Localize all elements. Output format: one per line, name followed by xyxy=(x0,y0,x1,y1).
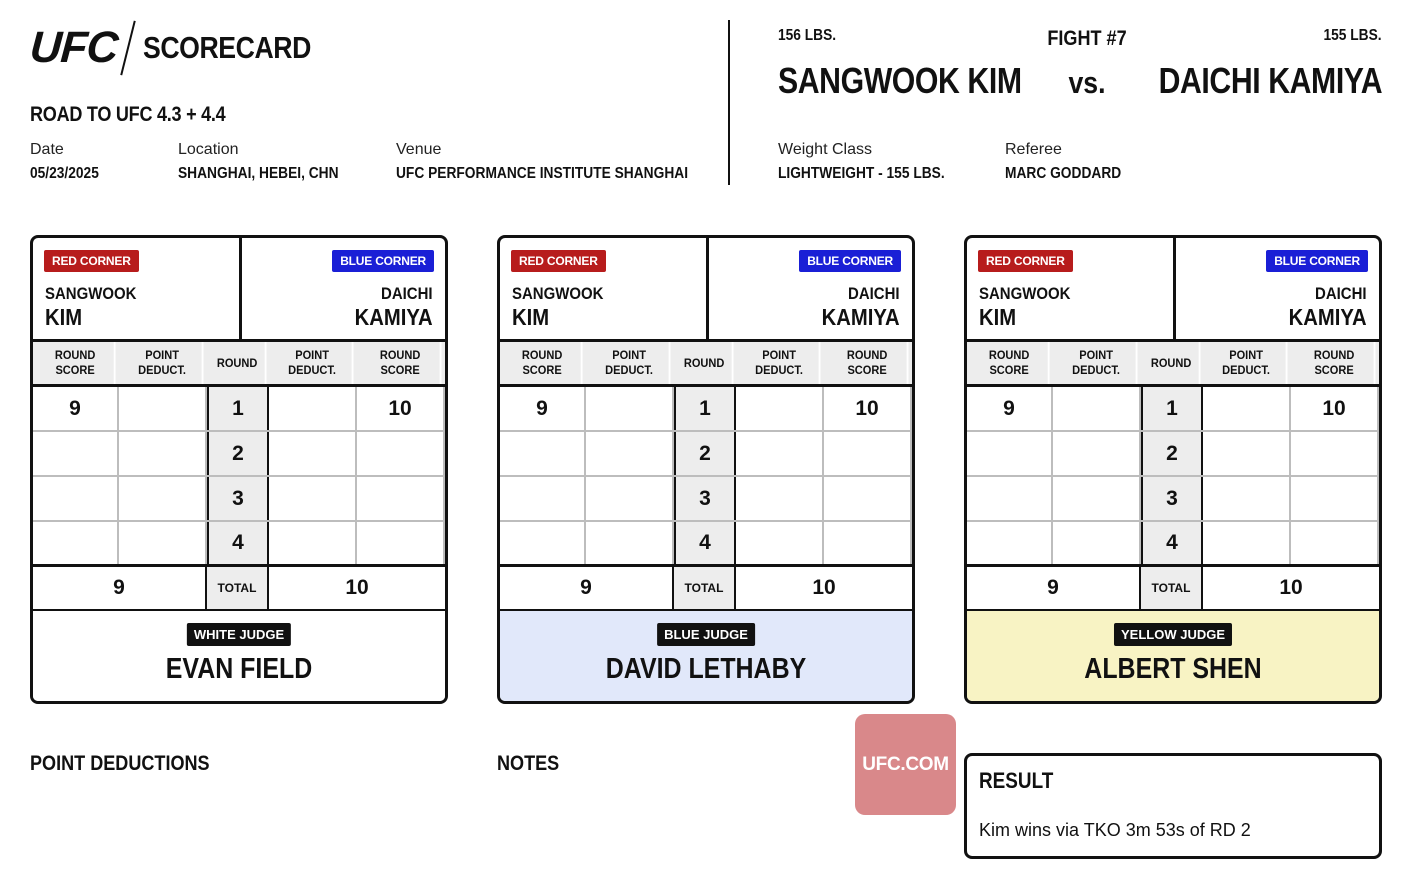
round-rows xyxy=(500,387,912,567)
blue-point-deduction xyxy=(1203,477,1291,520)
blue-point-deduction xyxy=(269,387,357,430)
total-row xyxy=(33,567,445,612)
score-grid-header xyxy=(33,342,445,387)
red-point-deduction xyxy=(1053,432,1141,475)
round-row xyxy=(967,387,1379,432)
round-row xyxy=(500,477,912,522)
blue-round-score xyxy=(357,432,445,475)
red-round-score xyxy=(33,432,119,475)
red-point-deduct-header: POINT DEDUCT. xyxy=(123,342,204,384)
blue-point-deduction xyxy=(1203,432,1291,475)
result-text: Kim wins via TKO 3m 53s of RD 2 xyxy=(979,820,1251,840)
round-row xyxy=(967,477,1379,522)
round-header: ROUND xyxy=(676,342,733,384)
notes-title: NOTES xyxy=(497,752,560,775)
total-label: TOTAL xyxy=(674,567,736,609)
ufc-scorecard-logo xyxy=(30,22,339,74)
red-fighter-name: SANGWOOK KIM xyxy=(778,60,1022,101)
score-grid xyxy=(967,342,1379,612)
round-row xyxy=(33,522,445,567)
judge-badge: BLUE JUDGE xyxy=(657,623,755,646)
scorecard-header xyxy=(33,238,445,342)
score-grid xyxy=(33,342,445,612)
result-title: RESULT xyxy=(979,768,1054,793)
red-point-deduction xyxy=(586,387,674,430)
blue-point-deduction xyxy=(269,477,357,520)
red-point-deduction xyxy=(119,522,207,564)
red-point-deduction xyxy=(586,477,674,520)
header-divider-line xyxy=(706,238,709,339)
weight-class-label: Weight Class xyxy=(778,141,872,158)
red-point-deduct-header: POINT DEDUCT. xyxy=(1057,342,1138,384)
result-box xyxy=(964,753,1382,859)
round-number: 4 xyxy=(207,522,269,564)
red-round-score xyxy=(500,477,586,520)
blue-round-score-header: ROUND SCORE xyxy=(361,342,442,384)
referee-value: MARC GODDARD xyxy=(1005,165,1122,182)
score-grid-header xyxy=(500,342,912,387)
round-number: 2 xyxy=(674,432,736,475)
blue-round-score xyxy=(1291,477,1379,520)
red-point-deduction xyxy=(119,387,207,430)
scorecard-header xyxy=(967,238,1379,342)
blue-round-score: 10 xyxy=(824,387,912,430)
red-point-deduct-header: POINT DEDUCT. xyxy=(590,342,671,384)
round-number: 1 xyxy=(1141,387,1203,430)
red-fighter-first-name: SANGWOOK xyxy=(45,284,137,303)
logo-title: SCORECARD xyxy=(143,30,312,65)
blue-fighter-first-name: DAICHI xyxy=(848,284,900,303)
referee-label: Referee xyxy=(1005,141,1062,158)
blue-fighter-first-name: DAICHI xyxy=(381,284,433,303)
blue-total-score: 10 xyxy=(812,576,836,599)
red-round-score xyxy=(500,432,586,475)
blue-fighter-last-name: KAMIYA xyxy=(822,304,900,330)
round-number: 4 xyxy=(674,522,736,564)
total-row xyxy=(500,567,912,612)
fight-number: FIGHT #7 xyxy=(1047,27,1127,50)
judge-badge: YELLOW JUDGE xyxy=(1114,623,1232,646)
judge-section xyxy=(967,611,1379,701)
red-point-deduction xyxy=(1053,477,1141,520)
round-row xyxy=(500,432,912,477)
red-fighter-last-name: KIM xyxy=(979,304,1017,330)
blue-point-deduct-header: POINT DEDUCT. xyxy=(1207,342,1288,384)
blue-total-score: 10 xyxy=(345,576,369,599)
header-divider-line xyxy=(239,238,242,339)
location-label: Location xyxy=(178,141,239,158)
round-number: 2 xyxy=(1141,432,1203,475)
blue-point-deduction xyxy=(269,522,357,564)
blue-point-deduction xyxy=(736,432,824,475)
round-rows xyxy=(33,387,445,567)
red-round-score xyxy=(967,432,1053,475)
red-fighter-first-name: SANGWOOK xyxy=(512,284,604,303)
blue-round-score: 10 xyxy=(1291,387,1379,430)
judge-section xyxy=(33,611,445,701)
red-round-score: 9 xyxy=(967,387,1053,430)
header-divider-line xyxy=(1173,238,1176,339)
total-label: TOTAL xyxy=(1141,567,1203,609)
event-name: ROAD TO UFC 4.3 + 4.4 xyxy=(30,103,226,126)
judge-name: DAVID LETHABY xyxy=(605,653,807,685)
judge-section xyxy=(500,611,912,701)
blue-round-score: 10 xyxy=(357,387,445,430)
blue-fighter-first-name: DAICHI xyxy=(1315,284,1367,303)
blue-point-deduct-header: POINT DEDUCT. xyxy=(273,342,354,384)
score-grid xyxy=(500,342,912,612)
red-point-deduction xyxy=(119,432,207,475)
blue-point-deduction xyxy=(736,387,824,430)
blue-fighter-last-name: KAMIYA xyxy=(355,304,433,330)
red-total-score: 9 xyxy=(33,567,207,609)
red-round-score xyxy=(500,522,586,564)
red-round-score xyxy=(33,477,119,520)
blue-round-score xyxy=(1291,522,1379,564)
round-number: 3 xyxy=(1141,477,1203,520)
red-round-score: 9 xyxy=(500,387,586,430)
red-corner-badge: RED CORNER xyxy=(511,250,606,272)
blue-point-deduction xyxy=(736,477,824,520)
round-number: 4 xyxy=(1141,522,1203,564)
red-fighter-first-name: SANGWOOK xyxy=(979,284,1071,303)
blue-corner-badge: BLUE CORNER xyxy=(799,250,901,272)
round-header: ROUND xyxy=(209,342,266,384)
point-deductions-title: POINT DEDUCTIONS xyxy=(30,752,210,775)
total-row xyxy=(967,567,1379,612)
blue-corner-badge: BLUE CORNER xyxy=(1266,250,1368,272)
round-row xyxy=(33,387,445,432)
blue-point-deduction xyxy=(1203,387,1291,430)
red-round-score-header: ROUND SCORE xyxy=(36,342,115,384)
blue-round-score xyxy=(824,477,912,520)
round-row xyxy=(967,432,1379,477)
round-row xyxy=(500,387,912,432)
red-round-score-header: ROUND SCORE xyxy=(503,342,582,384)
blue-round-score xyxy=(357,477,445,520)
versus-label: vs. xyxy=(1068,65,1106,100)
blue-point-deduction xyxy=(1203,522,1291,564)
red-round-score xyxy=(33,522,119,564)
ufc-com-stamp: UFC.COM xyxy=(855,714,956,815)
red-round-score xyxy=(967,522,1053,564)
judge-scorecard-2 xyxy=(497,235,915,704)
blue-round-score xyxy=(824,522,912,564)
round-header: ROUND xyxy=(1143,342,1200,384)
logo-divider xyxy=(121,21,136,76)
total-label: TOTAL xyxy=(207,567,269,609)
score-grid-header xyxy=(967,342,1379,387)
round-row xyxy=(33,432,445,477)
red-point-deduction xyxy=(1053,522,1141,564)
round-number: 3 xyxy=(207,477,269,520)
blue-total-score: 10 xyxy=(1279,576,1303,599)
round-row xyxy=(967,522,1379,567)
round-number: 3 xyxy=(674,477,736,520)
location-value: SHANGHAI, HEBEI, CHN xyxy=(178,165,339,182)
blue-fighter-name: DAICHI KAMIYA xyxy=(1158,60,1382,101)
venue-label: Venue xyxy=(396,141,442,158)
red-corner-badge: RED CORNER xyxy=(978,250,1073,272)
judge-badge: WHITE JUDGE xyxy=(187,623,291,646)
header-divider xyxy=(728,20,730,185)
round-number: 1 xyxy=(207,387,269,430)
red-round-score-header: ROUND SCORE xyxy=(970,342,1049,384)
venue-value: UFC PERFORMANCE INSTITUTE SHANGHAI xyxy=(396,165,689,182)
red-corner-badge: RED CORNER xyxy=(44,250,139,272)
red-point-deduction xyxy=(1053,387,1141,430)
red-fighter-weight: 156 LBS. xyxy=(778,27,837,44)
date-value: 05/23/2025 xyxy=(30,165,99,182)
blue-round-score xyxy=(824,432,912,475)
judge-scorecard-3 xyxy=(964,235,1382,704)
judge-name: EVAN FIELD xyxy=(165,653,313,685)
ufc-logo-mark: UFC xyxy=(28,23,120,72)
red-round-score: 9 xyxy=(33,387,119,430)
red-point-deduction xyxy=(586,432,674,475)
red-point-deduction xyxy=(586,522,674,564)
date-label: Date xyxy=(30,141,64,158)
round-row xyxy=(33,477,445,522)
blue-fighter-last-name: KAMIYA xyxy=(1289,304,1367,330)
judge-name: ALBERT SHEN xyxy=(1084,653,1262,685)
red-fighter-last-name: KIM xyxy=(45,304,83,330)
round-rows xyxy=(967,387,1379,567)
round-number: 2 xyxy=(207,432,269,475)
scorecard-header xyxy=(500,238,912,342)
blue-fighter-weight: 155 LBS. xyxy=(1323,27,1382,44)
round-number: 1 xyxy=(674,387,736,430)
weight-class-value: LIGHTWEIGHT - 155 LBS. xyxy=(778,165,945,182)
blue-point-deduction xyxy=(269,432,357,475)
blue-round-score-header: ROUND SCORE xyxy=(1295,342,1376,384)
blue-round-score xyxy=(357,522,445,564)
round-row xyxy=(500,522,912,567)
judge-scorecard-1 xyxy=(30,235,448,704)
blue-round-score-header: ROUND SCORE xyxy=(828,342,909,384)
blue-point-deduction xyxy=(736,522,824,564)
red-fighter-last-name: KIM xyxy=(512,304,550,330)
blue-round-score xyxy=(1291,432,1379,475)
blue-corner-badge: BLUE CORNER xyxy=(332,250,434,272)
red-total-score: 9 xyxy=(500,567,674,609)
red-round-score xyxy=(967,477,1053,520)
blue-point-deduct-header: POINT DEDUCT. xyxy=(740,342,821,384)
red-point-deduction xyxy=(119,477,207,520)
red-total-score: 9 xyxy=(967,567,1141,609)
